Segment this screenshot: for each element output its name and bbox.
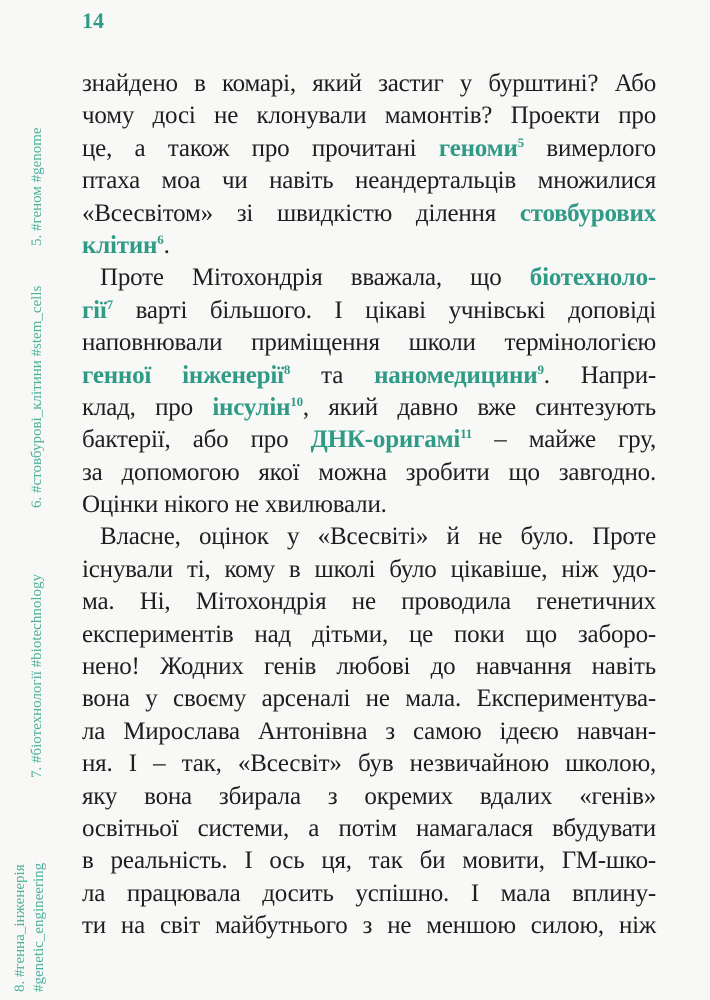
glossary-term[interactable]	[212, 394, 303, 421]
text-segment: в реальність. І ось ця, так би мовити, ГМ-шко-	[82, 847, 656, 875]
text-segment: вона у своєму арсеналі не мала. Експериментува-	[82, 685, 656, 713]
text-segment: чому досі не клонували мамонтів? Проекти про	[82, 102, 656, 130]
text-line	[82, 295, 656, 327]
text-line	[82, 165, 656, 197]
text-line	[82, 327, 656, 359]
text-segment: ти на світ майбутнього з не меншою силою, ніж	[82, 912, 656, 940]
page-number: 14	[82, 8, 104, 33]
glossary-term-label: стовбурових	[519, 199, 656, 227]
text-line	[82, 910, 656, 942]
footnote-ref[interactable]: 9	[537, 361, 544, 377]
sidebar-note-line: 6. #стовбурові_клітини #stem_cells	[29, 285, 45, 508]
glossary-term[interactable]	[374, 362, 544, 389]
text-line	[82, 619, 656, 651]
footnote-ref[interactable]: 10	[290, 393, 303, 409]
glossary-term[interactable]	[82, 232, 164, 259]
footnote-ref[interactable]: 7	[106, 296, 113, 312]
text-segment: птаха моа чи навіть неандертальців множилися	[82, 167, 656, 195]
glossary-term[interactable]	[82, 297, 113, 324]
footnote-ref[interactable]: 11	[460, 426, 473, 442]
text-line	[82, 845, 656, 877]
glossary-term-label: клітин	[82, 231, 158, 259]
text-line	[82, 586, 656, 618]
body-text	[82, 68, 656, 943]
text-segment: наповнювали приміщення школи термінологією	[82, 329, 656, 357]
glossary-term-label: геноми	[438, 134, 518, 162]
text-segment: – майже гру,	[472, 426, 656, 454]
text-segment: «Всесвітом» зі швидкістю ділення	[82, 199, 520, 227]
text-segment: це, а також про прочитані	[82, 134, 439, 162]
glossary-term-label: гії	[82, 296, 107, 324]
sidebar-note-biotechnology	[28, 574, 47, 778]
text-segment: яку вона збирала з окремих вдалих «генів»	[82, 782, 656, 810]
glossary-term-label: ДНК-оригамі	[310, 426, 461, 454]
text-line	[82, 68, 656, 100]
text-line	[82, 457, 656, 489]
text-segment: ма. Ні, Мітохондрія не проводила генетичних	[82, 588, 656, 616]
text-segment: існували ті, кому в школі було цікавіше, ніж удо-	[82, 555, 656, 583]
glossary-term-label: інсулін	[212, 393, 291, 421]
text-line	[82, 360, 656, 392]
text-line	[82, 100, 656, 132]
text-segment: ня. І – так, «Всесвіт» був незвичайною школою,	[82, 750, 656, 778]
text-line	[82, 716, 656, 748]
text-segment: освітньої системи, а потім намагалася вбудувати	[82, 814, 656, 842]
sidebar-note-line: 5. #геном #genome	[29, 127, 45, 246]
glossary-term[interactable]	[520, 200, 656, 227]
text-line	[82, 262, 656, 294]
text-segment: знайдено в комарі, який застиг у бурштині? Або	[82, 70, 656, 97]
sidebar-note-line: #genetic_engineering	[31, 862, 47, 992]
glossary-term-label: наномедицини	[374, 361, 538, 389]
footnote-ref[interactable]: 8	[283, 361, 291, 377]
text-segment: Проте Мітохондрія вважала, що	[100, 264, 530, 292]
text-line	[82, 198, 656, 230]
text-segment: експериментів над дітьми, це поки що заборо-	[82, 620, 656, 648]
text-segment: ла Мирослава Антонівна з самою ідеєю навчан-	[82, 717, 656, 745]
footnote-ref[interactable]: 6	[157, 231, 164, 247]
text-segment: та	[290, 361, 375, 389]
sidebar-note-stem-cells	[28, 286, 47, 508]
text-segment: , який давно вже синтезують	[302, 393, 656, 421]
glossary-term[interactable]	[530, 264, 656, 291]
text-line	[82, 424, 656, 456]
text-line	[82, 489, 656, 521]
text-segment: .	[163, 231, 170, 259]
text-segment: Оцінки нікого не хвилювали.	[82, 491, 387, 519]
text-segment: вимерлого	[523, 134, 656, 162]
text-segment: клад, про	[82, 393, 213, 421]
text-line	[82, 554, 656, 586]
sidebar-note-line: 7. #біотехнології #biotechnology	[29, 574, 45, 778]
text-segment: бактерії, або про	[82, 426, 311, 454]
footnote-ref[interactable]: 5	[517, 134, 524, 150]
text-segment: за допомогою якої можна зробити що завгодно.	[82, 458, 656, 486]
text-segment: нено! Жодних генів любові до навчання навіть	[82, 653, 656, 681]
text-line	[82, 392, 656, 424]
text-segment: . Напри-	[543, 361, 656, 389]
glossary-term-label: біотехноло-	[529, 264, 656, 292]
text-line	[82, 748, 656, 780]
text-segment: Власне, оцінок у «Всесвіті» й не було. Проте	[100, 523, 656, 551]
text-line	[82, 878, 656, 910]
text-line	[82, 813, 656, 845]
sidebar-note-genome	[28, 127, 47, 246]
glossary-term[interactable]	[311, 426, 472, 453]
glossary-term[interactable]	[439, 135, 524, 162]
glossary-term-label: генної інженерії	[82, 361, 284, 389]
sidebar-note-line: 8. #генна_інженерія	[12, 864, 28, 992]
text-line	[82, 133, 656, 165]
text-line	[82, 521, 656, 553]
text-segment: варті більшого. І цікаві учнівські доповіді	[112, 296, 656, 324]
text-line	[82, 781, 656, 813]
sidebar-note-genetic-engineering	[11, 863, 49, 992]
text-line	[82, 683, 656, 715]
text-segment: ла працювала досить успішно. І мала вплину-	[82, 879, 656, 907]
glossary-term[interactable]	[82, 362, 290, 389]
text-line	[82, 230, 656, 262]
text-line	[82, 651, 656, 683]
